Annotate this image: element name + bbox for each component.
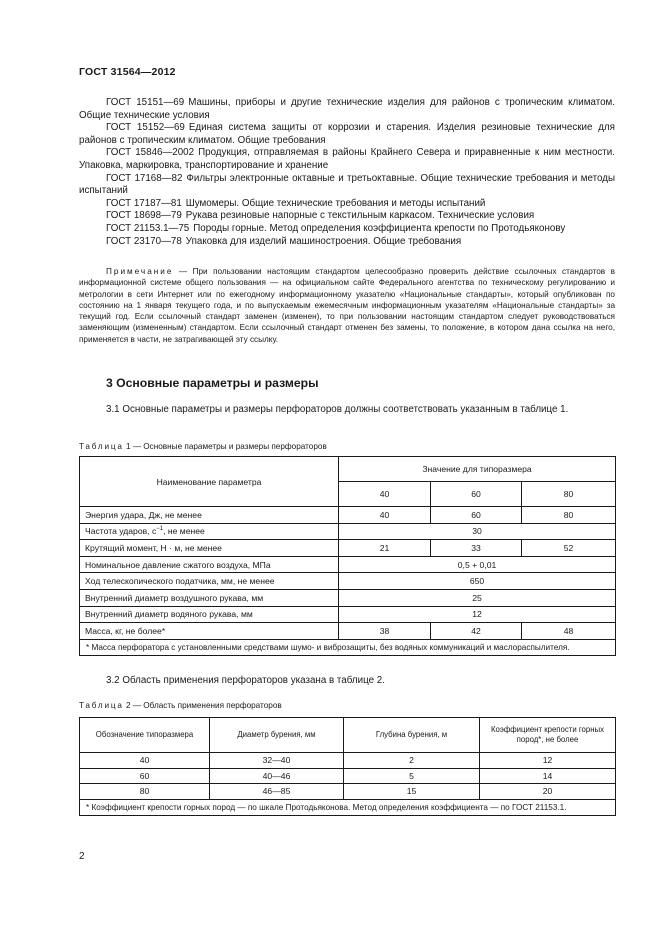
table-row: [80, 753, 616, 769]
reference-text: Породы горные. Метод определения коэффициента крепости по Протодьяконову: [193, 222, 566, 234]
cell-value: 33: [431, 540, 522, 557]
row-name: Внутренний диаметр воздушного рукава, мм: [80, 589, 339, 606]
cell-value: 20: [480, 784, 616, 800]
cell-value: 14: [480, 768, 616, 784]
row-name: Масса, кг, не более*: [80, 623, 339, 640]
table-row: [80, 623, 616, 640]
row-name: Крутящий момент, Н · м, не менее: [80, 540, 339, 557]
reference-item: [79, 198, 615, 211]
cell-value: 40: [339, 507, 431, 524]
table-row: [80, 784, 616, 800]
table-row: [80, 606, 616, 623]
reference-code: ГОСТ 17187—81: [106, 197, 182, 209]
table-row: [80, 556, 616, 573]
note-label: Примечание: [106, 267, 174, 276]
note-text: — При пользовании настоящим стандартом целесообразно проверить действие ссылочных стандартов в информационной системе общего пользования — на официальном сайте Федерального агентства по техническому регулированию и метрологии в сети Интернет или по ежегодному информационному указателю «Национальные стандарты», который опубликован по состоянию на 1 января текущего года, и по выпускаемым ежемесячным информационным указателям «Национальные стандарты» за текущий год. Если ссылочный стандарт заменен (изменен), то при пользовании настоящим стандартом следует руководствоваться заменяющим (измененным) стандартом. Если ссылочный стандарт отменен без замены, то положение, в котором дана ссылка на него, применяется в части, не затрагивающей эту ссылку.: [79, 267, 615, 344]
cell-merged-value: 25: [339, 589, 616, 606]
table-header-row: [80, 457, 616, 482]
table1-footnote: * Масса перфоратора с установленными средствами шумо- и виброзащиты, без водяных коммуникаций и маслораспылителя.: [80, 639, 616, 655]
reference-text: Упаковка для изделий машиностроения. Общие требования: [185, 235, 462, 247]
header-cell: Обозначение типоразмера: [80, 718, 210, 753]
row-name: Ход телескопического податчика, мм, не менее: [80, 573, 339, 590]
table-row: [80, 540, 616, 557]
reference-item: [79, 147, 615, 172]
header-size: 60: [431, 482, 522, 507]
table1-caption-label: Таблица: [79, 442, 124, 451]
table-parameters: [79, 456, 616, 656]
cell-value: 12: [480, 753, 616, 769]
header-cell: Глубина бурения, м: [344, 718, 480, 753]
cell-value: 80: [80, 784, 210, 800]
cell-value: 5: [344, 768, 480, 784]
table-header-row: [80, 718, 616, 753]
reference-text: Машины, приборы и другие технические изделия для районов с тропическим климатом. Общие технические условия: [79, 97, 615, 121]
cell-merged-value: 12: [339, 606, 616, 623]
reference-item: [79, 210, 615, 223]
reference-code: ГОСТ 15152—69: [106, 122, 185, 134]
cell-value: 60: [431, 507, 522, 524]
section-title: 3 Основные параметры и размеры: [106, 376, 319, 390]
cell-value: 21: [339, 540, 431, 557]
reference-code: ГОСТ 21153.1—75: [106, 222, 190, 234]
table-footnote-row: [80, 639, 616, 655]
cell-value: 52: [522, 540, 616, 557]
table-application: [79, 717, 616, 816]
page-header: ГОСТ 31564—2012: [79, 66, 176, 78]
table1-caption-text: 1 — Основные параметры и размеры перфораторов: [125, 442, 327, 451]
header-parameter-name: Наименование параметра: [80, 457, 339, 507]
header-size: 40: [339, 482, 431, 507]
reference-item: [79, 122, 615, 147]
reference-text: Фильтры электронные октавные и третьоктавные. Общие технические требования и методы испытаний: [79, 172, 615, 197]
row-name-superscript: −1: [156, 526, 164, 533]
table-row: [80, 768, 616, 784]
table2-footnote: * Коэффициент крепости горных пород — по шкале Протодьяконова. Метод определения коэффициента — по ГОСТ 21153.1.: [80, 799, 616, 815]
row-name: Энергия удара, Дж, не менее: [80, 507, 339, 524]
table2-caption: [79, 701, 282, 710]
page-number: 2: [79, 851, 85, 862]
reference-code: ГОСТ 15151—69: [106, 97, 185, 108]
reference-item: [79, 236, 615, 249]
cell-value: 60: [80, 768, 210, 784]
cell-value: 40: [80, 753, 210, 769]
table-footnote-row: [80, 799, 616, 815]
table-row: [80, 573, 616, 590]
reference-text: Рукава резиновые напорные с текстильным каркасом. Технические условия: [185, 210, 535, 222]
reference-text: Шумомеры. Общие технические требования и методы испытаний: [185, 197, 486, 209]
table-row: [80, 507, 616, 524]
reference-text: Продукция, отправляемая в районы Крайнего Севера и приравненные к ним местности. Упаковка, маркировка, транспортирование и хранение: [79, 147, 615, 171]
cell-value: 42: [431, 623, 522, 640]
table1-caption: [79, 442, 327, 451]
table2-caption-label: Таблица: [79, 701, 124, 710]
header-cell: Диаметр бурения, мм: [210, 718, 344, 753]
cell-value: 32—40: [210, 753, 344, 769]
row-name: Номинальное давление сжатого воздуха, МПа: [80, 556, 339, 573]
cell-value: 46—85: [210, 784, 344, 800]
reference-text: Единая система защиты от коррозии и старения. Изделия резиновые технические для районов с тропическим климатом. Общие требования: [79, 122, 615, 146]
table-row: [80, 523, 616, 540]
reference-item: [79, 97, 615, 122]
cell-value: 48: [522, 623, 616, 640]
paragraph-3-1: 3.1 Основные параметры и размеры перфораторов должны соответствовать указанным в таблице 1.: [106, 404, 569, 415]
reference-item: [79, 173, 615, 198]
reference-item: [79, 223, 615, 236]
paragraph-3-2: 3.2 Область применения перфораторов указана в таблице 2.: [106, 675, 385, 686]
reference-code: ГОСТ 17168—82: [106, 172, 183, 184]
row-name: [80, 523, 339, 540]
table-row: [80, 589, 616, 606]
table2-caption-text: 2 — Область применения перфораторов: [125, 701, 282, 710]
cell-value: 2: [344, 753, 480, 769]
cell-merged-value: 0,5 + 0,01: [339, 556, 616, 573]
row-name-suffix: , не менее: [163, 526, 205, 537]
reference-code: ГОСТ 18698—79: [106, 210, 182, 222]
reference-code: ГОСТ 23170—78: [106, 235, 182, 247]
cell-merged-value: 650: [339, 573, 616, 590]
cell-merged-value: 30: [339, 523, 616, 540]
cell-value: 40—46: [210, 768, 344, 784]
cell-value: 15: [344, 784, 480, 800]
note-paragraph: [79, 266, 615, 345]
header-size: 80: [522, 482, 616, 507]
references-list: [79, 97, 615, 248]
row-name-text: Частота ударов, с: [85, 526, 157, 537]
reference-code: ГОСТ 15846—2002: [106, 147, 195, 159]
cell-value: 38: [339, 623, 431, 640]
cell-value: 80: [522, 507, 616, 524]
row-name: Внутренний диаметр водяного рукава, мм: [80, 606, 339, 623]
header-cell: Коэффициент крепости горных пород*, не более: [480, 718, 616, 753]
header-value-group: Значение для типоразмера: [339, 457, 616, 482]
